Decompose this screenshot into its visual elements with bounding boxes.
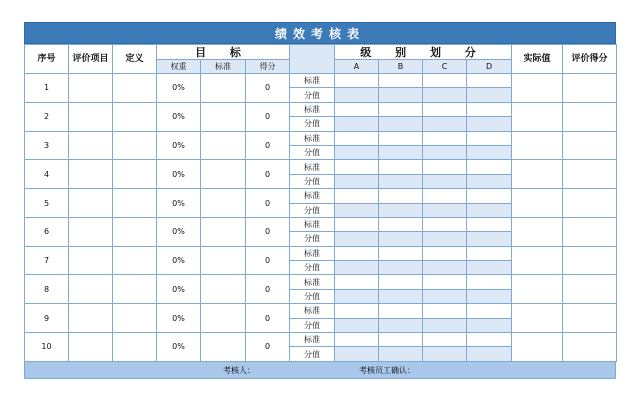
grade-standard-cell[interactable] <box>423 102 467 116</box>
grade-standard-cell[interactable] <box>423 131 467 145</box>
header-grade-d: D <box>467 60 512 74</box>
reviewer-label: 考核人： <box>223 365 255 375</box>
row-item-cell[interactable] <box>69 333 113 362</box>
header-item: 评价项目 <box>69 45 113 74</box>
row-weight[interactable]: 0% <box>157 160 201 189</box>
signature-footer <box>24 362 616 379</box>
table-row <box>25 275 617 289</box>
row-definition-cell[interactable] <box>113 102 157 131</box>
row-weight[interactable]: 0% <box>157 102 201 131</box>
row-weight[interactable]: 0% <box>157 275 201 304</box>
row-label-score: 分值 <box>290 174 335 188</box>
header-definition: 定义 <box>113 45 157 74</box>
grade-standard-cell[interactable] <box>335 160 379 174</box>
row-label-score: 分值 <box>290 88 335 102</box>
row-actual-cell[interactable] <box>512 246 563 275</box>
row-seq: 2 <box>25 102 69 131</box>
row-seq: 5 <box>25 189 69 218</box>
row-standard-cell[interactable] <box>201 304 246 333</box>
grade-standard-cell[interactable] <box>467 160 512 174</box>
grade-standard-cell[interactable] <box>335 74 379 88</box>
grade-standard-cell[interactable] <box>335 189 379 203</box>
employee-confirm-label: 考核员工确认： <box>359 365 415 375</box>
row-eval-score-cell[interactable] <box>563 333 617 362</box>
grade-standard-cell[interactable] <box>335 246 379 260</box>
grade-score-cell[interactable] <box>379 117 423 131</box>
grade-standard-cell[interactable] <box>423 189 467 203</box>
row-eval-score-cell[interactable] <box>563 131 617 160</box>
grade-standard-cell[interactable] <box>423 246 467 260</box>
sheet-title: 绩效考核表 <box>24 22 616 44</box>
row-actual-cell[interactable] <box>512 217 563 246</box>
row-seq: 3 <box>25 131 69 160</box>
row-actual-cell[interactable] <box>512 102 563 131</box>
row-definition-cell[interactable] <box>113 246 157 275</box>
row-label-score: 分值 <box>290 261 335 275</box>
table-row <box>25 189 617 203</box>
row-label-standard: 标准 <box>290 275 335 289</box>
row-actual-cell[interactable] <box>512 275 563 304</box>
row-standard-cell[interactable] <box>201 74 246 103</box>
row-eval-score-cell[interactable] <box>563 217 617 246</box>
row-item-cell[interactable] <box>69 160 113 189</box>
header-weight: 权重 <box>157 60 201 74</box>
row-item-cell[interactable] <box>69 275 113 304</box>
row-actual-cell[interactable] <box>512 304 563 333</box>
grade-score-cell[interactable] <box>335 318 379 332</box>
grade-score-cell[interactable] <box>379 347 423 361</box>
grade-score-cell[interactable] <box>467 117 512 131</box>
row-label-score: 分值 <box>290 232 335 246</box>
row-score[interactable]: 0 <box>246 160 290 189</box>
table-row <box>25 304 617 318</box>
grade-score-cell[interactable] <box>423 232 467 246</box>
row-score[interactable]: 0 <box>246 333 290 362</box>
row-score[interactable]: 0 <box>246 304 290 333</box>
row-seq: 7 <box>25 246 69 275</box>
row-label-score: 分值 <box>290 145 335 159</box>
grade-score-cell[interactable] <box>379 232 423 246</box>
grade-standard-cell[interactable] <box>335 217 379 231</box>
row-item-cell[interactable] <box>69 217 113 246</box>
row-seq: 10 <box>25 333 69 362</box>
grade-standard-cell[interactable] <box>379 275 423 289</box>
row-definition-cell[interactable] <box>113 74 157 103</box>
grade-score-cell[interactable] <box>467 289 512 303</box>
row-score[interactable]: 0 <box>246 102 290 131</box>
header-standard: 标准 <box>201 60 246 74</box>
row-label-standard: 标准 <box>290 102 335 116</box>
row-standard-cell[interactable] <box>201 246 246 275</box>
grade-standard-cell[interactable] <box>335 102 379 116</box>
row-actual-cell[interactable] <box>512 160 563 189</box>
header-blank <box>290 45 335 74</box>
grade-score-cell[interactable] <box>423 261 467 275</box>
grade-score-cell[interactable] <box>379 88 423 102</box>
row-seq: 6 <box>25 217 69 246</box>
row-label-standard: 标准 <box>290 131 335 145</box>
grade-score-cell[interactable] <box>467 347 512 361</box>
header-actual: 实际值 <box>512 45 563 74</box>
grade-score-cell[interactable] <box>335 347 379 361</box>
row-weight[interactable]: 0% <box>157 304 201 333</box>
table-row <box>25 102 617 116</box>
row-item-cell[interactable] <box>69 74 113 103</box>
table-row <box>25 74 617 88</box>
grade-standard-cell[interactable] <box>467 74 512 88</box>
table-row <box>25 131 617 145</box>
row-seq: 8 <box>25 275 69 304</box>
grade-score-cell[interactable] <box>379 203 423 217</box>
row-label-score: 分值 <box>290 117 335 131</box>
grade-standard-cell[interactable] <box>467 246 512 260</box>
row-score[interactable]: 0 <box>246 275 290 304</box>
row-label-score: 分值 <box>290 318 335 332</box>
row-eval-score-cell[interactable] <box>563 102 617 131</box>
row-standard-cell[interactable] <box>201 275 246 304</box>
row-label-standard: 标准 <box>290 246 335 260</box>
grade-score-cell[interactable] <box>335 174 379 188</box>
grade-score-cell[interactable] <box>423 289 467 303</box>
row-label-score: 分值 <box>290 289 335 303</box>
row-definition-cell[interactable] <box>113 160 157 189</box>
grade-score-cell[interactable] <box>423 145 467 159</box>
header-seq: 序号 <box>25 45 69 74</box>
header-grade-b: B <box>379 60 423 74</box>
row-eval-score-cell[interactable] <box>563 74 617 103</box>
grade-score-cell[interactable] <box>379 145 423 159</box>
grade-standard-cell[interactable] <box>467 217 512 231</box>
row-label-standard: 标准 <box>290 304 335 318</box>
row-item-cell[interactable] <box>69 102 113 131</box>
grade-standard-cell[interactable] <box>379 217 423 231</box>
row-definition-cell[interactable] <box>113 217 157 246</box>
header-grade-c: C <box>423 60 467 74</box>
row-label-standard: 标准 <box>290 160 335 174</box>
grade-standard-cell[interactable] <box>379 160 423 174</box>
table-row <box>25 160 617 174</box>
grade-score-cell[interactable] <box>467 88 512 102</box>
grade-score-cell[interactable] <box>423 203 467 217</box>
row-eval-score-cell[interactable] <box>563 304 617 333</box>
grade-score-cell[interactable] <box>335 232 379 246</box>
row-weight[interactable]: 0% <box>157 333 201 362</box>
grade-standard-cell[interactable] <box>379 333 423 347</box>
header-grade-a: A <box>335 60 379 74</box>
row-eval-score-cell[interactable] <box>563 160 617 189</box>
row-standard-cell[interactable] <box>201 102 246 131</box>
grade-standard-cell[interactable] <box>335 131 379 145</box>
row-score[interactable]: 0 <box>246 74 290 103</box>
grade-standard-cell[interactable] <box>467 131 512 145</box>
grade-score-cell[interactable] <box>467 261 512 275</box>
row-actual-cell[interactable] <box>512 131 563 160</box>
row-definition-cell[interactable] <box>113 333 157 362</box>
grade-standard-cell[interactable] <box>467 275 512 289</box>
grade-standard-cell[interactable] <box>379 102 423 116</box>
table-row <box>25 217 617 231</box>
grade-score-cell[interactable] <box>423 88 467 102</box>
grade-score-cell[interactable] <box>335 289 379 303</box>
grade-standard-cell[interactable] <box>423 217 467 231</box>
grade-score-cell[interactable] <box>379 318 423 332</box>
row-definition-cell[interactable] <box>113 189 157 218</box>
grade-score-cell[interactable] <box>335 117 379 131</box>
grade-standard-cell[interactable] <box>379 189 423 203</box>
performance-sheet <box>24 22 616 379</box>
grade-standard-cell[interactable] <box>335 304 379 318</box>
grade-standard-cell[interactable] <box>379 74 423 88</box>
grade-standard-cell[interactable] <box>423 275 467 289</box>
row-actual-cell[interactable] <box>512 189 563 218</box>
grade-score-cell[interactable] <box>423 318 467 332</box>
grade-standard-cell[interactable] <box>379 131 423 145</box>
row-label-standard: 标准 <box>290 189 335 203</box>
row-seq: 1 <box>25 74 69 103</box>
grade-score-cell[interactable] <box>335 145 379 159</box>
row-eval-score-cell[interactable] <box>563 246 617 275</box>
row-score[interactable]: 0 <box>246 189 290 218</box>
row-weight[interactable]: 0% <box>157 217 201 246</box>
grade-score-cell[interactable] <box>467 145 512 159</box>
row-eval-score-cell[interactable] <box>563 189 617 218</box>
grade-score-cell[interactable] <box>467 174 512 188</box>
grade-score-cell[interactable] <box>423 347 467 361</box>
header-score: 得分 <box>246 60 290 74</box>
row-item-cell[interactable] <box>69 131 113 160</box>
header-grade: 级 别 划 分 <box>335 45 512 60</box>
grade-standard-cell[interactable] <box>379 246 423 260</box>
evaluation-table <box>24 44 617 362</box>
row-seq: 9 <box>25 304 69 333</box>
grade-score-cell[interactable] <box>467 232 512 246</box>
row-label-standard: 标准 <box>290 217 335 231</box>
header-target: 目 标 <box>157 45 290 60</box>
grade-standard-cell[interactable] <box>467 102 512 116</box>
grade-score-cell[interactable] <box>467 318 512 332</box>
grade-score-cell[interactable] <box>335 88 379 102</box>
row-score[interactable]: 0 <box>246 246 290 275</box>
row-label-standard: 标准 <box>290 74 335 88</box>
grade-standard-cell[interactable] <box>335 333 379 347</box>
grade-standard-cell[interactable] <box>467 333 512 347</box>
row-standard-cell[interactable] <box>201 333 246 362</box>
table-row <box>25 333 617 347</box>
row-standard-cell[interactable] <box>201 189 246 218</box>
row-seq: 4 <box>25 160 69 189</box>
row-label-standard: 标准 <box>290 333 335 347</box>
grade-standard-cell[interactable] <box>379 304 423 318</box>
row-score[interactable]: 0 <box>246 131 290 160</box>
row-standard-cell[interactable] <box>201 160 246 189</box>
row-weight[interactable]: 0% <box>157 189 201 218</box>
row-score[interactable]: 0 <box>246 217 290 246</box>
row-item-cell[interactable] <box>69 304 113 333</box>
row-weight[interactable]: 0% <box>157 131 201 160</box>
grade-standard-cell[interactable] <box>335 275 379 289</box>
grade-standard-cell[interactable] <box>423 74 467 88</box>
row-actual-cell[interactable] <box>512 333 563 362</box>
grade-standard-cell[interactable] <box>423 160 467 174</box>
grade-score-cell[interactable] <box>379 289 423 303</box>
row-item-cell[interactable] <box>69 246 113 275</box>
grade-score-cell[interactable] <box>335 261 379 275</box>
grade-standard-cell[interactable] <box>423 333 467 347</box>
grade-standard-cell[interactable] <box>423 304 467 318</box>
grade-standard-cell[interactable] <box>467 189 512 203</box>
grade-score-cell[interactable] <box>379 174 423 188</box>
grade-standard-cell[interactable] <box>467 304 512 318</box>
row-definition-cell[interactable] <box>113 275 157 304</box>
row-standard-cell[interactable] <box>201 131 246 160</box>
grade-score-cell[interactable] <box>335 203 379 217</box>
grade-score-cell[interactable] <box>467 203 512 217</box>
row-weight[interactable]: 0% <box>157 74 201 103</box>
grade-score-cell[interactable] <box>423 174 467 188</box>
table-row <box>25 246 617 260</box>
grade-score-cell[interactable] <box>379 261 423 275</box>
header-eval-score: 评价得分 <box>563 45 617 74</box>
row-actual-cell[interactable] <box>512 74 563 103</box>
row-definition-cell[interactable] <box>113 131 157 160</box>
row-label-score: 分值 <box>290 347 335 361</box>
row-eval-score-cell[interactable] <box>563 275 617 304</box>
row-definition-cell[interactable] <box>113 304 157 333</box>
grade-score-cell[interactable] <box>423 117 467 131</box>
row-item-cell[interactable] <box>69 189 113 218</box>
row-standard-cell[interactable] <box>201 217 246 246</box>
row-label-score: 分值 <box>290 203 335 217</box>
row-weight[interactable]: 0% <box>157 246 201 275</box>
